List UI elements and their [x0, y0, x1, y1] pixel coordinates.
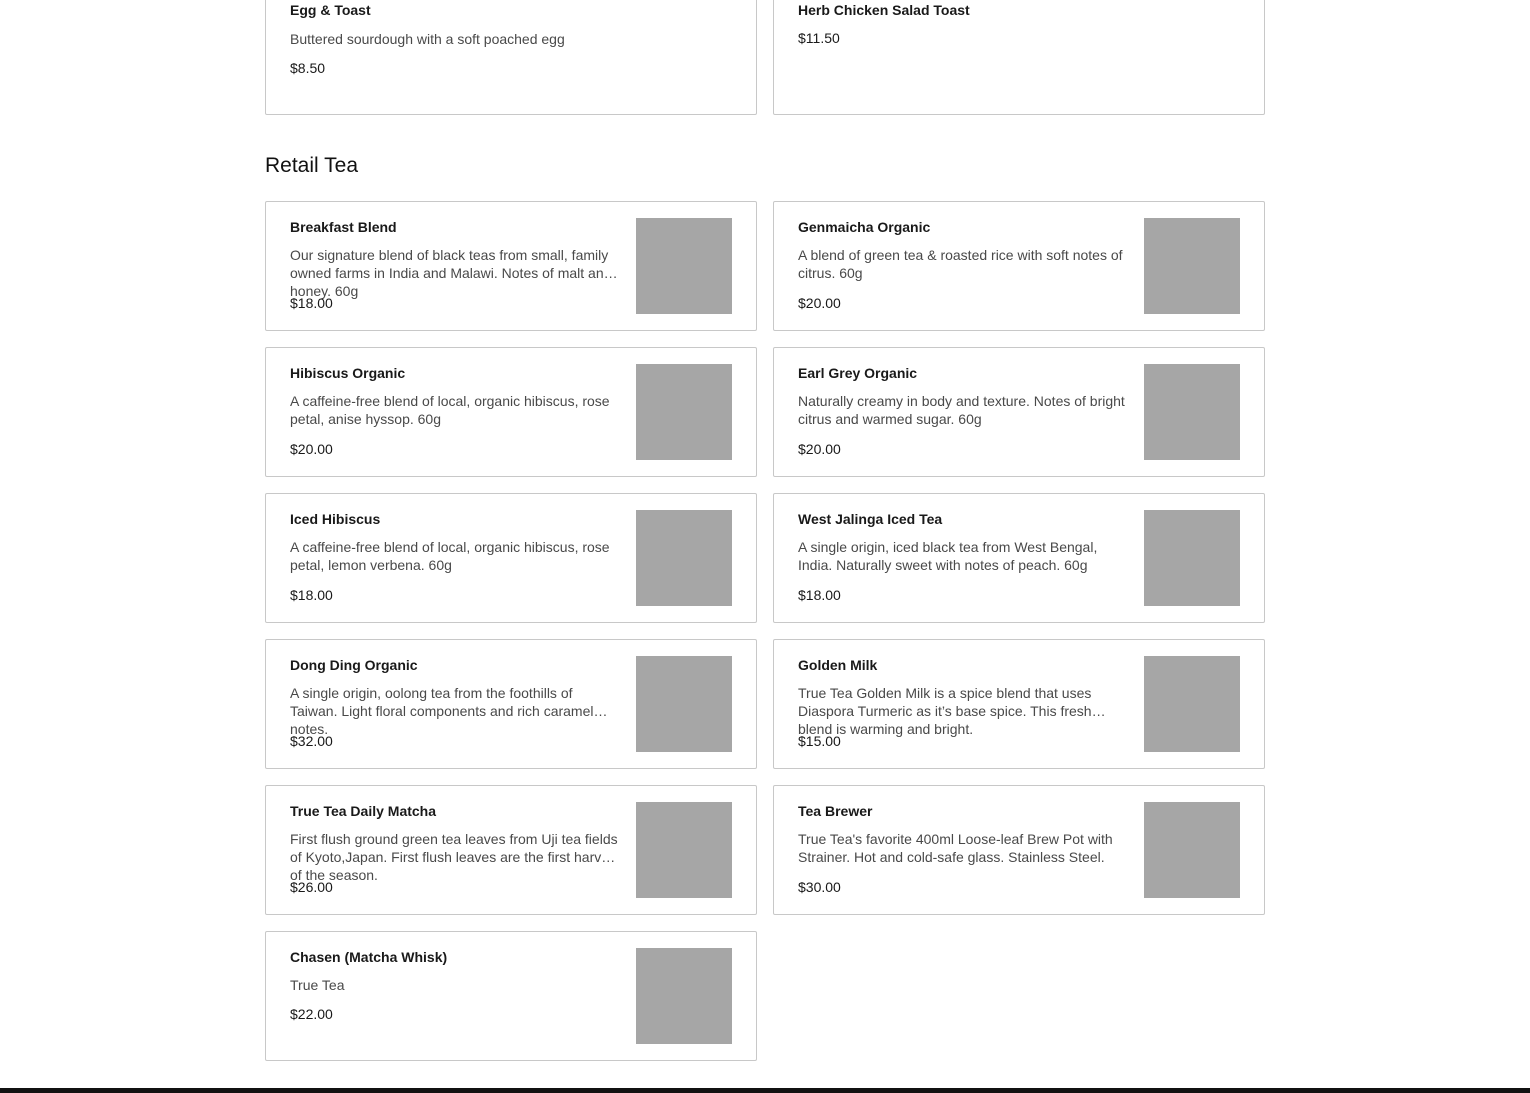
item-price: $30.00 [798, 879, 841, 895]
item-description: A single origin, iced black tea from West Bengal, India. Naturally sweet with notes of peach. 60g [798, 539, 1098, 573]
item-image [1144, 510, 1240, 606]
item-description: Buttered sourdough with a soft poached egg [290, 31, 565, 47]
menu-item-card[interactable] [265, 201, 757, 331]
item-name: Hibiscus Organic [290, 365, 406, 381]
item-image [636, 510, 732, 606]
menu-item-card[interactable] [265, 347, 757, 477]
item-price: $22.00 [290, 1006, 333, 1022]
item-name: Egg & Toast [290, 2, 371, 18]
item-description: True Tea [290, 977, 345, 993]
section-title: Retail Tea [265, 154, 359, 177]
item-name: Golden Milk [798, 657, 878, 673]
item-name: Chasen (Matcha Whisk) [290, 949, 448, 965]
menu-item-card[interactable] [265, 493, 757, 623]
item-image [1144, 218, 1240, 314]
item-image [1144, 656, 1240, 752]
item-name: True Tea Daily Matcha [290, 803, 437, 819]
item-description: A blend of green tea & roasted rice with soft notes of citrus. 60g [798, 247, 1123, 281]
menu-item-card[interactable] [773, 0, 1265, 115]
item-name: Iced Hibiscus [290, 511, 381, 527]
item-name: Genmaicha Organic [798, 219, 931, 235]
item-description: A caffeine-free blend of local, organic hibiscus, rose petal, lemon verbena. 60g [290, 539, 610, 573]
item-image [636, 656, 732, 752]
menu-item-card[interactable] [265, 931, 757, 1061]
item-description: A single origin, oolong tea from the foothills of Taiwan. Light floral components and rich caramel notes. [290, 685, 594, 737]
item-price: $32.00 [290, 733, 333, 749]
menu-item-card[interactable] [773, 639, 1265, 769]
menu-item-card[interactable] [773, 785, 1265, 915]
item-description: True Tea Golden Milk is a spice blend that uses Diaspora Turmeric as it’s base spice. This fresh blend is warming and bright. [798, 685, 1092, 737]
item-price: $20.00 [798, 295, 841, 311]
item-description: First flush ground green tea leaves from Uji tea fields of Kyoto,Japan. First flush leaves are the first harvest of the season. [290, 831, 620, 883]
item-name: Earl Grey Organic [798, 365, 918, 381]
item-image [1144, 364, 1240, 460]
item-price: $20.00 [798, 441, 841, 457]
item-name: Breakfast Blend [290, 219, 397, 235]
item-image [1144, 802, 1240, 898]
item-price: $18.00 [290, 295, 333, 311]
item-price: $11.50 [798, 30, 840, 46]
item-name: Herb Chicken Salad Toast [798, 2, 970, 18]
item-image [636, 802, 732, 898]
footer-divider [0, 1088, 1530, 1093]
item-price: $8.50 [290, 60, 326, 76]
item-image [636, 364, 732, 460]
item-image [636, 948, 732, 1044]
item-price: $18.00 [290, 587, 333, 603]
item-description: A caffeine-free blend of local, organic hibiscus, rose petal, anise hyssop. 60g [290, 393, 610, 427]
item-name: West Jalinga Iced Tea [798, 511, 943, 527]
item-description: Naturally creamy in body and texture. Notes of bright citrus and warmed sugar. 60g [798, 393, 1125, 427]
item-description: Our signature blend of black teas from small, family owned farms in India and Malawi. Notes of malt and honey. 60g [290, 247, 612, 299]
menu-item-card[interactable] [773, 493, 1265, 623]
item-description: True Tea's favorite 400ml Loose-leaf Brew Pot with Strainer. Hot and cold-safe glass. Stainless Steel. [798, 831, 1113, 865]
menu-item-card[interactable] [265, 785, 757, 915]
item-price: $20.00 [290, 441, 333, 457]
menu-item-card[interactable] [265, 0, 757, 115]
item-name: Dong Ding Organic [290, 657, 418, 673]
item-image [636, 218, 732, 314]
menu-item-card[interactable] [265, 639, 757, 769]
menu-item-card[interactable] [773, 347, 1265, 477]
item-price: $26.00 [290, 879, 333, 895]
item-name: Tea Brewer [798, 803, 873, 819]
item-price: $15.00 [798, 733, 841, 749]
item-price: $18.00 [798, 587, 841, 603]
menu-item-card[interactable] [773, 201, 1265, 331]
